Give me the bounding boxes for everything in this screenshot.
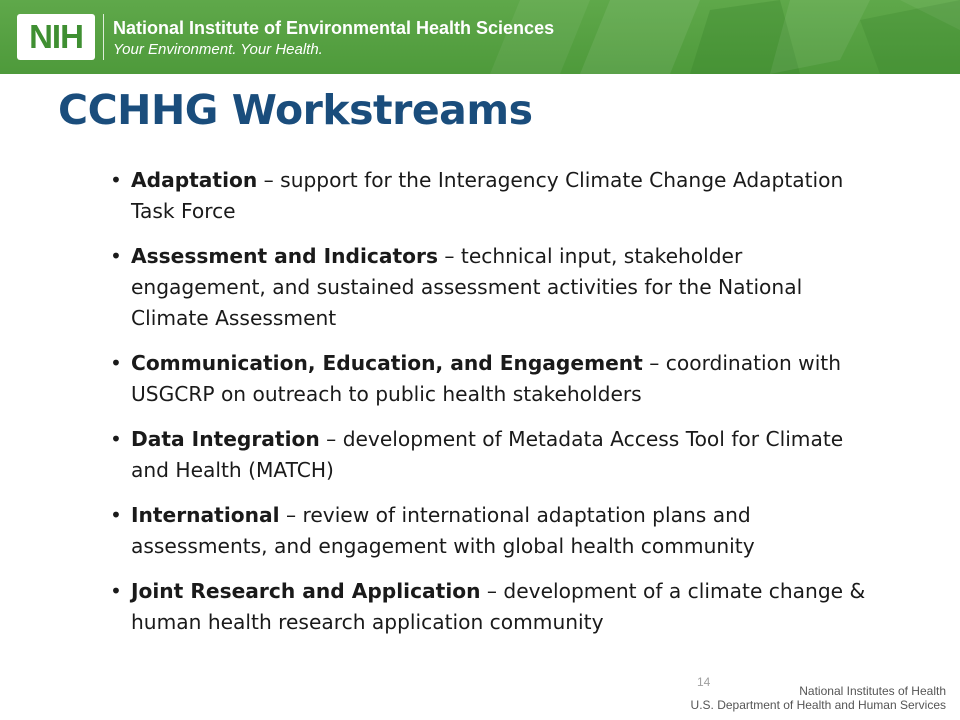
- agency-tagline: Your Environment. Your Health.: [113, 41, 323, 58]
- workstream-list: [108, 165, 868, 652]
- bullet-icon: •: [110, 427, 122, 451]
- bullet-icon: •: [110, 579, 122, 603]
- bullet-term: Data Integration: [131, 427, 320, 451]
- header-banner: [0, 0, 960, 74]
- bullet-description: review of international adaptation plans and assessments, and engagement with global health community: [131, 503, 755, 558]
- bullet-term: Communication, Education, and Engagement: [131, 351, 643, 375]
- footer-org-line2: U.S. Department of Health and Human Services: [690, 698, 946, 712]
- list-item: [108, 348, 868, 410]
- bullet-separator: –: [257, 168, 281, 192]
- footer-organization: [691, 684, 946, 712]
- bullet-term: Joint Research and Application: [131, 579, 481, 603]
- bullet-term: Assessment and Indicators: [131, 244, 438, 268]
- bullet-separator: –: [279, 503, 303, 527]
- bullet-description: development of Metadata Access Tool for Climate and Health (MATCH): [131, 427, 844, 482]
- list-item: [108, 500, 868, 562]
- bullet-term: International: [131, 503, 280, 527]
- bullet-description: coordination with USGCRP on outreach to public health stakeholders: [131, 351, 842, 406]
- nih-logo-text: NIH: [29, 18, 83, 55]
- bullet-term: Adaptation: [131, 168, 258, 192]
- bullet-description: development of a climate change & human health research application community: [131, 579, 866, 634]
- page-number: 14: [697, 675, 711, 689]
- bullet-separator: –: [480, 579, 504, 603]
- banner-divider: [103, 14, 104, 60]
- nih-logo: [17, 14, 95, 60]
- footer-org-line1: National Institutes of Health: [799, 684, 946, 698]
- slide-title: CCHHG Workstreams: [58, 86, 533, 134]
- bullet-icon: •: [110, 244, 122, 268]
- bullet-description: support for the Interagency Climate Change Adaptation Task Force: [131, 168, 844, 223]
- bullet-description: technical input, stakeholder engagement, and sustained assessment activities for the National Climate Assessment: [131, 244, 803, 330]
- list-item: [108, 576, 868, 638]
- list-item: [108, 165, 868, 227]
- list-item: [108, 241, 868, 334]
- bullet-icon: •: [110, 503, 122, 527]
- bullet-separator: –: [319, 427, 343, 451]
- list-item: [108, 424, 868, 486]
- agency-name: National Institute of Environmental Health Sciences: [113, 18, 555, 38]
- bullet-separator: –: [437, 244, 461, 268]
- bullet-icon: •: [110, 351, 122, 375]
- bullet-separator: –: [642, 351, 666, 375]
- bullet-icon: •: [110, 168, 122, 192]
